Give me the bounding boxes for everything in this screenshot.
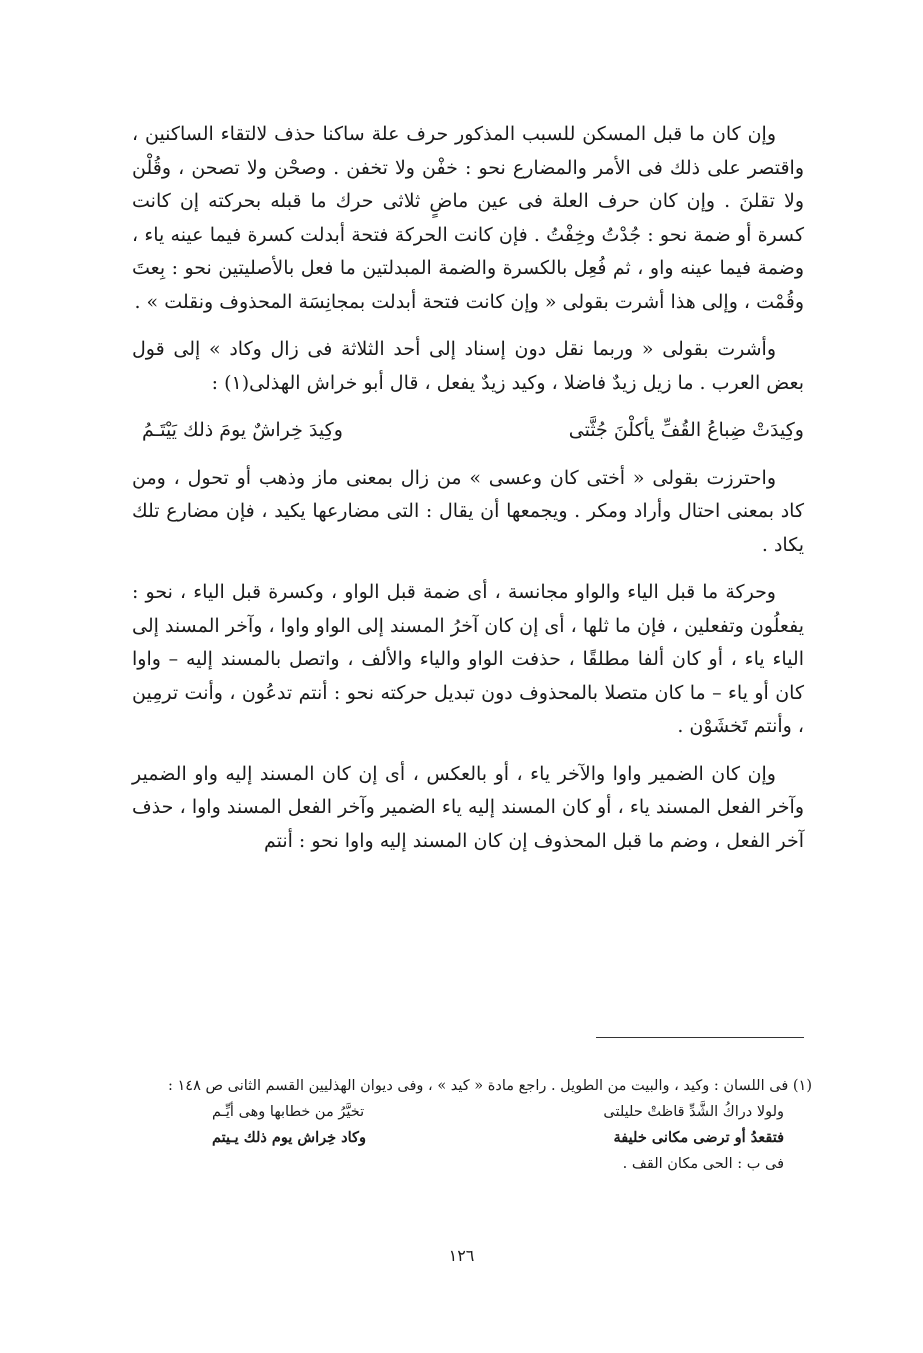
page-number: ١٢٦ xyxy=(448,1246,475,1265)
footnote-verse-1-first: ولولا دراكُ الشَّدِّ قاظتْ حليلتى xyxy=(603,1104,784,1120)
paragraph-4: وحركة ما قبل الياء والواو مجانسة ، أى ضمة قبل الواو ، وكسرة قبل الياء ، نحو : يفعلُون وتفعلين ، فإن ما ثلها ، أى إن كان آخرُ المسند إلى الواو واوا ، وآخر المسند إلى الياء ياء ، أو كان ألفا مطلقًا ، حذفت الواو والياء والألف ، واتصل بالمسند إليه – واوا كان أو ياء – ما كان متصلا بالمحذوف دون تبديل حركته نحو : أنتم تدعُون ، وأنت ترمِين ، وأنتم تَخشَوْن . xyxy=(132,581,804,737)
footnote-1: (١) فى اللسان : وكيد ، والبيت من الطويل . راجع مادة « كيد » ، وفى ديوان الهذليين القسم الثانى ص ١٤٨ : xyxy=(168,1078,812,1094)
paragraph-3: واحترزت بقولى « أختى كان وعسى » من زال بمعنى ماز وذهب أو تحول ، ومن كاد بمعنى احتال وأراد ومكر . ويجمعها أن يقال : التى مضارعها يكيد ، فإن مضارع تلك يكاد . xyxy=(132,466,804,556)
footnote-verse-2-second: وكاد خِراش يوم ذلك يـيتم xyxy=(212,1129,366,1146)
paragraph-2: وأشرت بقولى « وربما نقل دون إسناد إلى أحد الثلاثة فى زال وكاد » إلى قول بعض العرب . ما زيل زيدٌ فاضلا ، وكيد زيدٌ يفعل ، قال أبو خراش الهذلى(١) : xyxy=(132,338,804,394)
footnote-separator xyxy=(596,1037,804,1038)
main-text xyxy=(132,118,804,872)
verse-first-hemistich: وكِيدَتْ ضِباعُ القُفِّ يأكلْنَ جُثَّتى xyxy=(568,419,804,441)
footnote-variant: فى ب : الحى مكان القف . xyxy=(622,1156,784,1172)
footnote-verse-2-first: فتقعدُ أو ترضى مكانى خليفة xyxy=(613,1129,784,1146)
paragraph-5: وإن كان الضمير واوا والآخر ياء ، أو بالعكس ، أى إن كان المسند إليه واو الضمير وآخر الفعل المسند ياء ، أو كان المسند إليه ياء الضمير وآخر الفعل المسند واوا ، حذف آخر الفعل ، وضم ما قبل المحذوف إن كان المسند إليه واوا نحو : أنتم xyxy=(132,762,804,852)
footnotes xyxy=(132,1073,812,1177)
poem-verse xyxy=(132,414,804,448)
verse-second-hemistich: وكِيدَ خِراشٌ يومَ ذلك يَيْتَـمُ xyxy=(142,419,343,441)
footnote-verse-2 xyxy=(132,1125,812,1151)
footnote-verse-1-second: تخيَّرُ من خطابها وهى أيِّـم xyxy=(212,1104,365,1120)
footnote-verse-1 xyxy=(132,1099,812,1125)
paragraph-1: وإن كان ما قبل المسكن للسبب المذكور حرف علة ساكنا حذف لالتقاء الساكنين ، واقتصر على ذلك فى الأمر والمضارع نحو : خفْن ولا تخفن . وصحْن ولا تصحن ، وقُلْن ولا تقلنَ . وإن كان حرف العلة فى عين ماضٍ ثلاثى حرك ما قبله بحركته إن كانت كسرة أو ضمة نحو : جُدْتُ وخِفْتُ . فإن كانت الحركة فتحة أبدلت كسرة فيما عينه ياء ، وضمة فيما عينه واو ، ثم فُعِل بالكسرة والضمة المبدلتين ما فعل بالأصليتين نحو : بِعتَ وقُمْت ، وإلى هذا أشرت بقولى « وإن كانت فتحة أبدلت بمجانِسَة المحذوف ونقلت » . xyxy=(132,123,804,313)
